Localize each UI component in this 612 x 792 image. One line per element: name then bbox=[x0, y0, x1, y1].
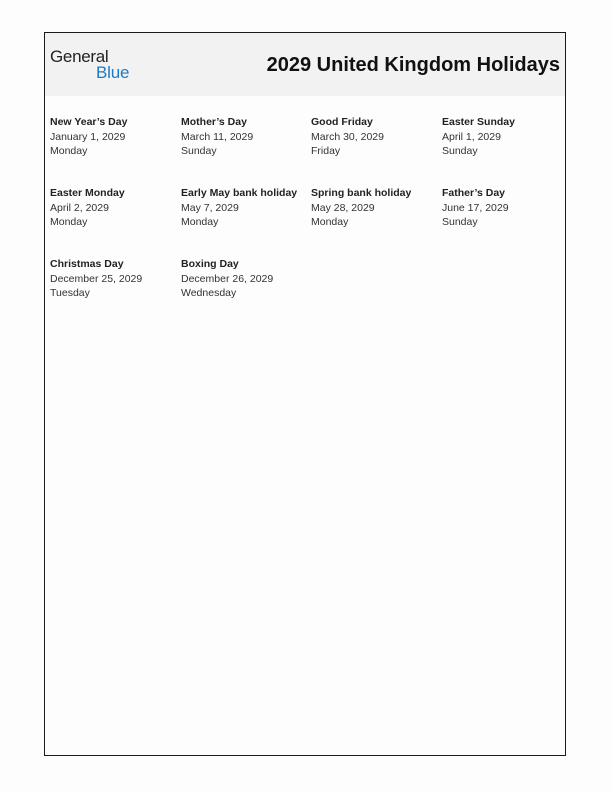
holiday-name: Easter Monday bbox=[50, 187, 125, 199]
holiday-name: Early May bank holiday bbox=[181, 187, 298, 199]
holiday-item bbox=[442, 115, 570, 159]
logo bbox=[50, 47, 140, 83]
holiday-date: December 26, 2029 bbox=[181, 272, 274, 285]
holiday-weekday: Sunday bbox=[181, 145, 217, 157]
holiday-item bbox=[181, 186, 309, 230]
holiday-item bbox=[50, 115, 178, 159]
holiday-weekday: Monday bbox=[311, 216, 349, 228]
holiday-weekday: Sunday bbox=[442, 145, 478, 157]
holiday-name: Mother’s Day bbox=[181, 116, 247, 128]
page-title: 2029 United Kingdom Holidays bbox=[266, 54, 560, 76]
holiday-date: April 2, 2029 bbox=[50, 201, 109, 214]
holiday-weekday: Monday bbox=[181, 216, 219, 228]
holiday-name: Spring bank holiday bbox=[311, 187, 412, 199]
holiday-name: New Year’s Day bbox=[50, 116, 128, 128]
holiday-weekday: Tuesday bbox=[50, 287, 90, 299]
holiday-date: December 25, 2029 bbox=[50, 272, 143, 285]
logo-blue-text: Blue bbox=[96, 63, 130, 82]
holiday-weekday: Sunday bbox=[442, 216, 478, 228]
holiday-weekday: Friday bbox=[311, 145, 341, 157]
holiday-date: March 11, 2029 bbox=[181, 130, 254, 143]
holiday-date: May 7, 2029 bbox=[181, 201, 239, 214]
holiday-date: June 17, 2029 bbox=[442, 201, 509, 214]
holiday-name: Easter Sunday bbox=[442, 116, 515, 128]
holiday-date: April 1, 2029 bbox=[442, 130, 501, 143]
header-band bbox=[45, 33, 565, 96]
holiday-weekday: Monday bbox=[50, 145, 88, 157]
logo-general-text: General bbox=[50, 47, 109, 66]
holiday-item bbox=[181, 115, 309, 159]
holiday-item bbox=[50, 257, 178, 301]
holiday-item bbox=[50, 186, 178, 230]
holiday-name: Boxing Day bbox=[181, 258, 239, 270]
holiday-date: January 1, 2029 bbox=[50, 130, 126, 143]
holiday-weekday: Wednesday bbox=[181, 287, 237, 299]
holiday-item bbox=[181, 257, 309, 301]
holiday-name: Christmas Day bbox=[50, 258, 124, 270]
holiday-weekday: Monday bbox=[50, 216, 88, 228]
holiday-date: March 30, 2029 bbox=[311, 130, 384, 143]
holiday-item bbox=[311, 186, 439, 230]
holiday-item bbox=[311, 115, 439, 159]
holiday-date: May 28, 2029 bbox=[311, 201, 375, 214]
holiday-name: Father’s Day bbox=[442, 187, 506, 199]
holiday-item bbox=[442, 186, 570, 230]
holiday-name: Good Friday bbox=[311, 116, 373, 128]
page-frame bbox=[44, 32, 566, 756]
